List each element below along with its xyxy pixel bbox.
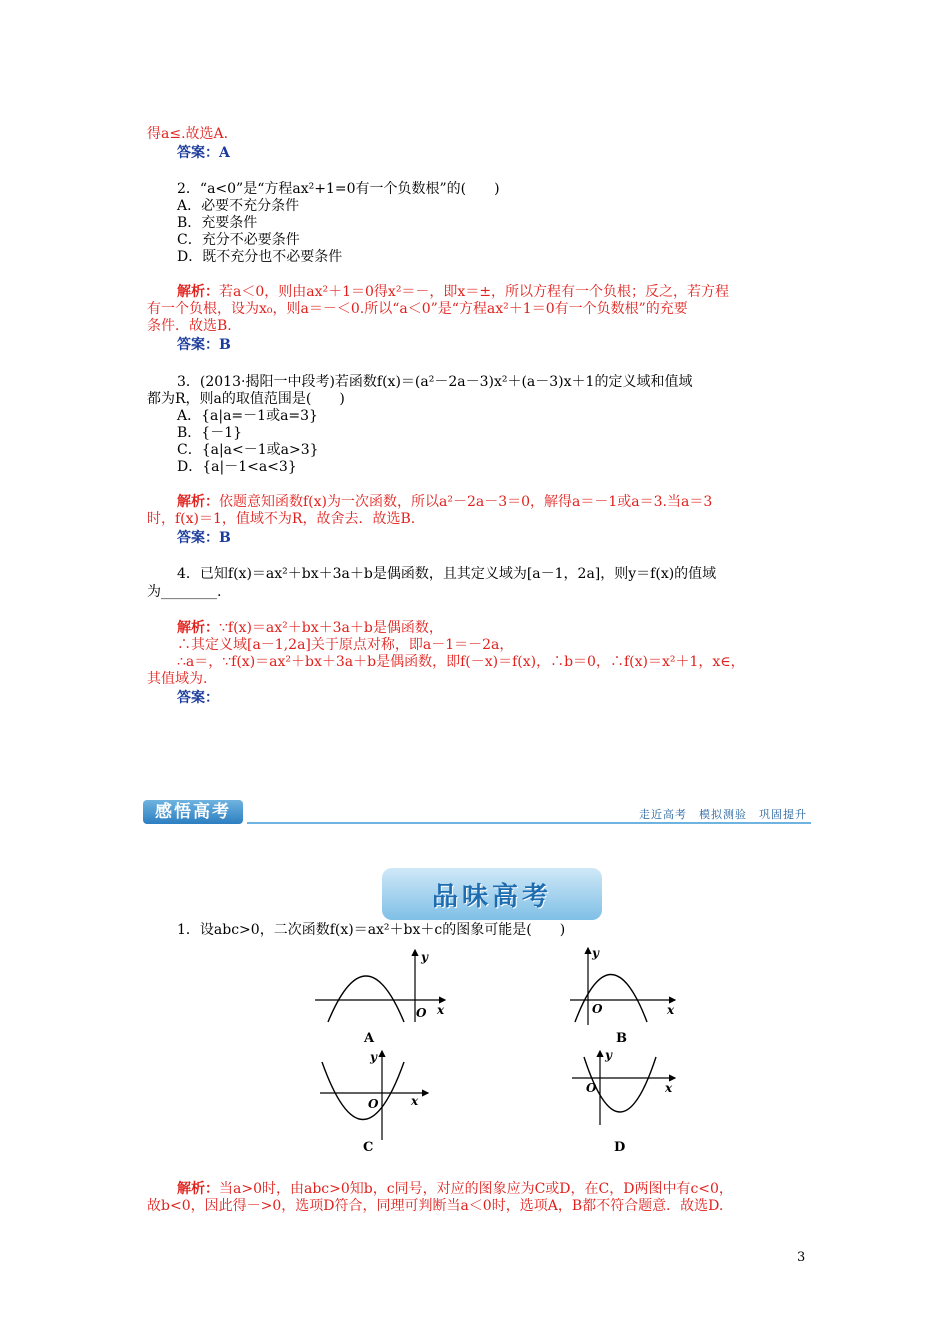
q4-stem-line-1: 4．已知f(x)＝ax²＋bx＋3a＋b是偶函数，且其定义域为[a－1，2a]，则y＝f(x)的值域 xyxy=(177,566,717,582)
origin-label: O xyxy=(586,1081,597,1095)
q4-analysis-line-3: ∴a＝，∵f(x)＝ax²＋bx＋3a＋b是偶函数，即f(－x)＝f(x)，∴b＝0，∴f(x)＝x²＋1，x∈， xyxy=(177,654,745,670)
graph-label-b: B xyxy=(616,1031,627,1046)
banner-divider xyxy=(247,822,811,824)
q3-stem-line-1: 3．(2013·揭阳一中段考)若函数f(x)＝(a²－2a－3)x²＋(a－3)x＋1的定义域和值域 xyxy=(177,374,693,390)
q2-option-c: C．充分不必要条件 xyxy=(177,232,300,248)
p1-stem: 1．设abc>0，二次函数f(x)＝ax²＋bx＋c的图象可能是( ) xyxy=(177,922,566,938)
answer-value: B xyxy=(219,337,231,353)
answer-value: A xyxy=(219,145,230,161)
q2-answer xyxy=(177,337,231,354)
q3-option-a: A．{a|a=－1或a=3} xyxy=(177,408,318,424)
graph-d xyxy=(572,1048,675,1155)
q4-analysis-line-2: ∴其定义域[a－1,2a]关于原点对称，即a－1＝－2a， xyxy=(177,637,514,653)
p1-analysis-line-2: 故b<0，因此得－>0，选项D符合，同理可判断当a＜0时，选项A，B都不符合题意．故选D. xyxy=(147,1198,724,1214)
axis-y-label: y xyxy=(592,946,599,960)
origin-label: O xyxy=(368,1097,379,1111)
answer-label: 答案： xyxy=(177,530,219,546)
axis-y-label: y xyxy=(605,1048,612,1062)
page-number: 3 xyxy=(797,1250,806,1265)
q1-answer xyxy=(177,145,230,162)
q3-stem-line-2: 都为R，则a的取值范围是( ) xyxy=(147,391,345,407)
parabola-graphs xyxy=(300,945,700,1160)
q4-answer xyxy=(177,690,219,707)
axis-x-label: x xyxy=(667,1003,675,1017)
q3-option-d: D．{a|－1<a<3} xyxy=(177,459,297,475)
answer-value: B xyxy=(219,530,231,546)
parabola-b xyxy=(575,975,647,1023)
graph-label-d: D xyxy=(614,1140,626,1155)
analysis-label: 解析： xyxy=(177,284,219,300)
q4-analysis-line-4: 其值域为. xyxy=(147,671,208,687)
q3-analysis-line-2: 时，f(x)＝1，值域不为R，故舍去．故选B. xyxy=(147,511,416,527)
analysis-label: 解析： xyxy=(177,494,219,510)
axis-y-label: y xyxy=(370,1050,377,1064)
answer-label: 答案： xyxy=(177,145,219,161)
graph-c xyxy=(320,1050,428,1155)
origin-label: O xyxy=(416,1006,427,1020)
origin-label: O xyxy=(592,1002,603,1016)
answer-label: 答案： xyxy=(177,690,219,706)
answer-label: 答案： xyxy=(177,337,219,353)
graph-label-c: C xyxy=(363,1140,374,1155)
q3-analysis-line-1: 解析：依题意知函数f(x)为一次函数，所以a²－2a－3＝0，解得a＝－1或a＝3.当a＝3 xyxy=(177,494,713,510)
q1-analysis-end: 得a≤.故选A. xyxy=(147,126,229,142)
q3-option-c: C．{a|a<－1或a>3} xyxy=(177,442,319,458)
q4-stem-line-2: 为________. xyxy=(147,584,222,600)
q2-analysis-line-3: 条件．故选B. xyxy=(147,318,232,334)
axis-x-label: x xyxy=(437,1003,445,1017)
q2-option-d: D．既不充分也不必要条件 xyxy=(177,249,343,265)
q2-option-b: B．充要条件 xyxy=(177,215,258,231)
q2-option-a: A．必要不充分条件 xyxy=(177,198,300,214)
banner-title: 感悟高考 xyxy=(143,800,243,824)
banner-subtitle: 走近高考 模拟测验 巩固提升 xyxy=(639,808,807,821)
q3-option-b: B．{－1} xyxy=(177,425,243,441)
q4-analysis-line-1: 解析：∵f(x)＝ax²＋bx＋3a＋b是偶函数， xyxy=(177,620,443,636)
q2-analysis-line-1: 解析：若a＜0，则由ax²＋1＝0得x²＝－，即x＝±，所以方程有一个负根；反之，若方程 xyxy=(177,284,730,300)
badge-title: 品味高考 xyxy=(431,881,552,912)
axis-x-label: x xyxy=(411,1094,419,1108)
graph-b xyxy=(570,946,675,1046)
p1-analysis-line-1: 解析：当a>0时，由abc>0知b，c同号，对应的图象应为C或D，在C，D两图中有c<0， xyxy=(177,1181,733,1197)
graph-label-a: A xyxy=(364,1031,375,1046)
q2-analysis-line-2: 有一个负根，设为x₀，则a＝－＜0.所以“a＜0”是“方程ax²＋1＝0有一个负数根”的充要 xyxy=(147,301,688,317)
analysis-label: 解析： xyxy=(177,620,219,636)
q2-stem: 2．“a<0”是“方程ax²+1=0有一个负数根”的( ) xyxy=(177,181,500,197)
axis-x-label: x xyxy=(665,1081,673,1095)
analysis-label: 解析： xyxy=(177,1181,219,1197)
parabola-c xyxy=(322,1062,404,1120)
parabola-a xyxy=(328,976,404,1022)
graph-a xyxy=(315,950,445,1046)
section-banner xyxy=(143,798,811,828)
section-badge xyxy=(382,868,602,920)
axis-y-label: y xyxy=(421,950,428,964)
q3-answer xyxy=(177,530,231,547)
